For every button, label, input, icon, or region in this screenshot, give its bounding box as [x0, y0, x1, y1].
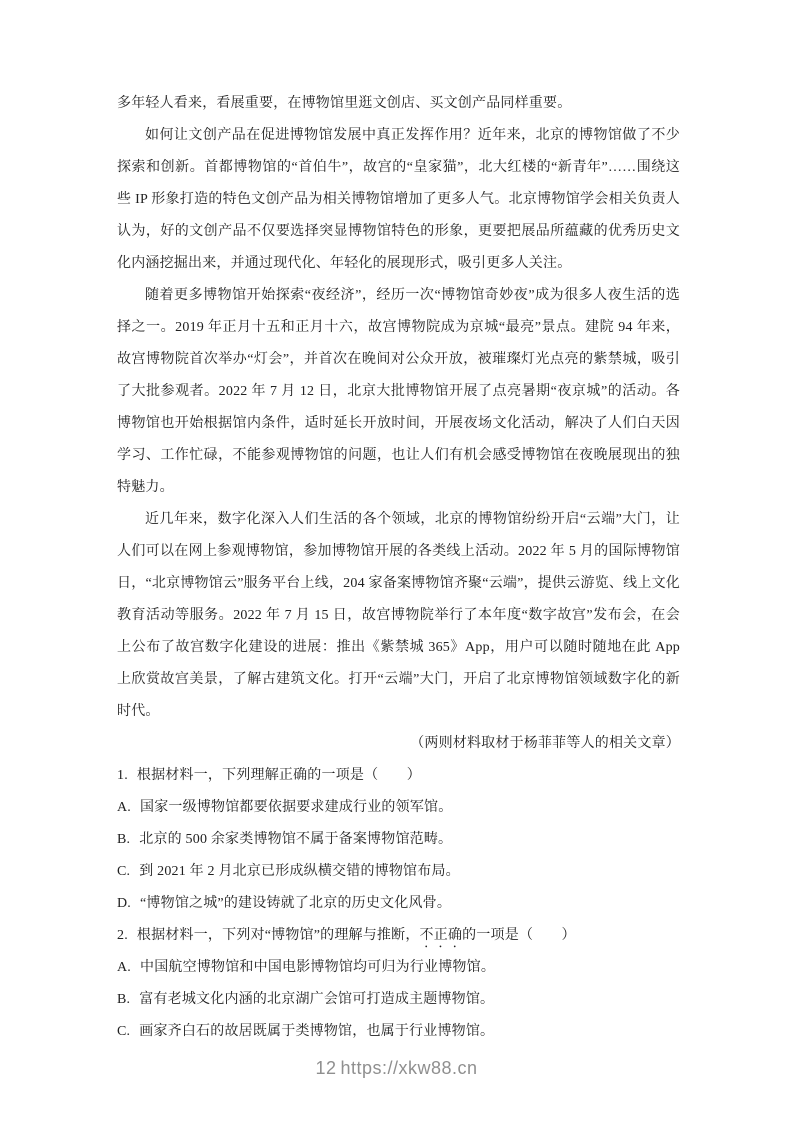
- question-1-option-b: [117, 824, 680, 856]
- document-content: [117, 88, 680, 1048]
- question-1-option-a: [117, 792, 680, 824]
- page-number: 12: [315, 1058, 337, 1078]
- question-2-stem-post: 的一项是（ ）: [462, 928, 576, 943]
- paragraph-digitalization: 近几年来，数字化深入人们生活的各个领域，北京的博物馆纷纷开启“云端”大门，让人们可以在网上参观博物馆，参加博物馆开展的各类线上活动。2022 年 5 月的国际博物馆日，“北京博物馆云”服务平台上线，204 家备案博物馆齐聚“云端”，提供云游览、线上文化教育活动等服务。2022 年 7 月 15 日，故宫博物院举行了本年度“数字故宫”发布会，在会上公布了故宫数字化建设的进展：推出《紫禁城 365》App，用户可以随时随地在此 App 上欣赏故宫美景，了解古建筑文化。打开“云端”大门，开启了北京博物馆领域数字化的新时代。: [117, 512, 680, 719]
- question-2-stem: [117, 920, 680, 952]
- paragraph-night-economy: 随着更多博物馆开始探索“夜经济”，经历一次“博物馆奇妙夜”成为很多人夜生活的选择之一。2019 年正月十五和正月十六，故宫博物院成为京城“最亮”景点。建院 94 年来，故宫博物院首次举办“灯会”，并首次在晚间对公众开放，被璀璨灯光点亮的紫禁城，吸引了大批参观者。2022 年 7 月 12 日，北京大批博物馆开展了点亮暑期“夜京城”的活动。各博物馆也开始根据馆内条件，适时延长开放时间，开展夜场文化活动，解决了人们白天因学习、工作忙碌，不能参观博物馆的问题，也让人们有机会感受博物馆在夜晚展现出的独特魅力。: [117, 288, 680, 495]
- footer-url[interactable]: https://xkw88.cn: [340, 1058, 478, 1078]
- question-1-stem: [117, 760, 680, 792]
- page-footer: [0, 1058, 793, 1079]
- question-2-stem-pre: 根据材料一，下列对“博物馆”的理解与推断，: [136, 928, 420, 943]
- option-b-text: 北京的 500 余家类博物馆不属于备案博物馆范畴。: [139, 832, 453, 847]
- question-1: [117, 760, 680, 920]
- question-2-option-b: [117, 984, 680, 1016]
- option-a-label: A.: [117, 960, 132, 975]
- option-b-text: 富有老城文化内涵的北京湖广会馆可打造成主题博物馆。: [139, 992, 495, 1007]
- option-d-label: D.: [117, 896, 132, 911]
- option-a-text: 中国航空博物馆和中国电影博物馆均可归为行业博物馆。: [140, 960, 496, 975]
- question-1-stem-text: 根据材料一，下列理解正确的一项是（ ）: [136, 768, 421, 783]
- question-2: [117, 920, 680, 1048]
- paragraph-cultural-products: 如何让文创产品在促进博物馆发展中真正发挥作用？近年来，北京的博物馆做了不少探索和创新。首都博物馆的“首伯牛”，故宫的“皇家猫”，北大红楼的“新青年”……围绕这些 IP 形象打造的特色文创产品为相关博物馆增加了更多人气。北京博物馆学会相关负责人认为，好的文创产品不仅要选择突显博物馆特色的形象，更要把展品所蕴藏的优秀历史文化内涵挖掘出来，并通过现代化、年轻化的展现形式，吸引更多人关注。: [117, 128, 680, 271]
- option-c-label: C.: [117, 1024, 131, 1039]
- question-2-stem-emphasis: 不正确: [419, 928, 463, 943]
- question-1-number: 1.: [117, 768, 128, 783]
- paragraph-continuation: 多年轻人看来，看展重要，在博物馆里逛文创店、买文创产品同样重要。: [117, 96, 572, 111]
- option-b-label: B.: [117, 992, 131, 1007]
- option-a-text: 国家一级博物馆都要依据要求建成行业的领军馆。: [140, 800, 453, 815]
- source-attribution: （两则材料取材于杨菲菲等人的相关文章）: [410, 736, 680, 751]
- option-c-text: 画家齐白石的故居既属于类博物馆，也属于行业博物馆。: [139, 1024, 495, 1039]
- question-2-option-c: [117, 1016, 680, 1048]
- option-b-label: B.: [117, 832, 131, 847]
- option-d-text: “博物馆之城”的建设铸就了北京的历史文化风骨。: [140, 896, 452, 911]
- option-a-label: A.: [117, 800, 132, 815]
- question-1-option-d: [117, 888, 680, 920]
- question-1-option-c: [117, 856, 680, 888]
- option-c-text: 到 2021 年 2 月北京已形成纵横交错的博物馆布局。: [139, 864, 460, 879]
- question-2-number: 2.: [117, 928, 128, 943]
- option-c-label: C.: [117, 864, 131, 879]
- question-2-option-a: [117, 952, 680, 984]
